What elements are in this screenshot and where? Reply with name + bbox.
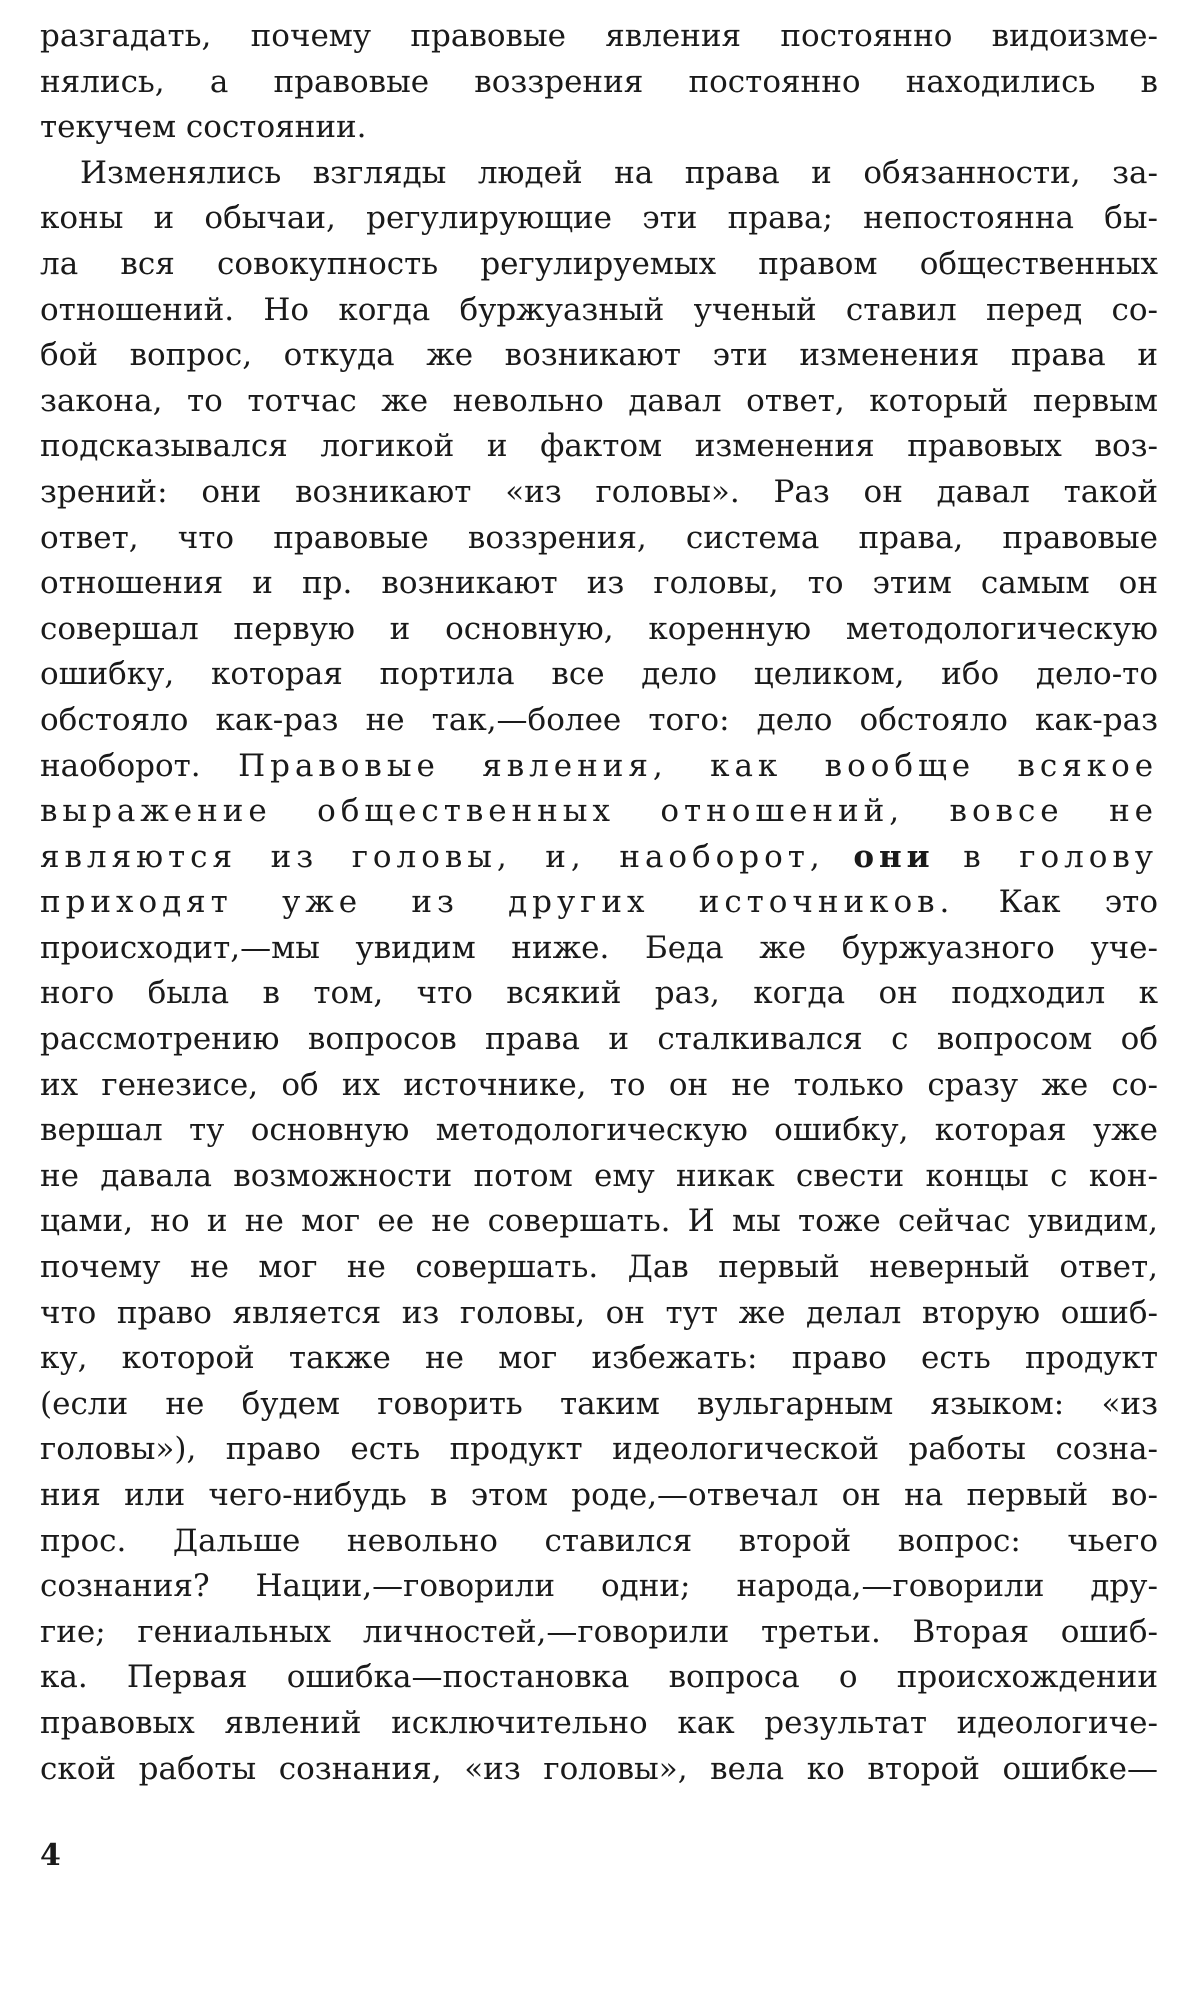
text-segment: Как это [998, 884, 1158, 921]
text-line: подсказывался логикой и фактом изменения правовых воз- [40, 428, 1158, 465]
text-line: совершал первую и основную, коренную методологическую [40, 610, 1158, 647]
text-line: ошибку, которая портила все дело целиком, ибо дело-то [40, 656, 1158, 693]
text-line: почему не мог не совершать. Дав первый неверный ответ, [40, 1249, 1158, 1286]
text-line: правовых явлений исключительно как результат идеологиче- [40, 1704, 1158, 1741]
text-line: зрений: они возникают «из головы». Раз он давал такой [40, 473, 1158, 510]
text-line: ответ, что правовые воззрения, система права, правовые [40, 519, 1158, 556]
text-line [40, 880, 1158, 926]
text-line: гие; гениальных личностей,—говорили третьи. Вторая ошиб- [40, 1613, 1158, 1650]
text-line: отношений. Но когда буржуазный ученый ставил перед со- [40, 291, 1158, 328]
emphasized-line: выражение общественных отношений, вовсе не [40, 793, 1158, 830]
text-line: нялись, а правовые воззрения постоянно находились в [40, 63, 1158, 100]
text-line: головы»), право есть продукт идеологической работы созна- [40, 1431, 1158, 1468]
text-line: сознания? Нации,—говорили одни; народа,—говорили дру- [40, 1568, 1158, 1605]
text-line: (если не будем говорить таким вульгарным языком: «из [40, 1385, 1158, 1422]
text-line: бой вопрос, откуда же возникают эти изменения права и [40, 337, 1158, 374]
text-line: рассмотрению вопросов права и сталкивался с вопросом об [40, 1021, 1158, 1058]
emphasized-bold-text: они [853, 838, 935, 875]
paragraph-2 [40, 151, 1158, 1792]
page-number: 4 [40, 1838, 61, 1873]
emphasized-text: приходят уже из других источников. [40, 884, 955, 921]
text-line: обстояло как-раз не так,—более того: дело обстояло как-раз [40, 701, 1158, 738]
text-line: отношения и пр. возникают из головы, то этим самым он [40, 565, 1158, 602]
text-line: их генезисе, об их источнике, то он не только сразу же со- [40, 1066, 1158, 1103]
text-line: не давала возможности потом ему никак свести концы с кон- [40, 1157, 1158, 1194]
text-line: цами, но и не мог ее не совершать. И мы тоже сейчас увидим, [40, 1203, 1158, 1240]
text-line: что право является из головы, он тут же делал вторую ошиб- [40, 1294, 1158, 1331]
text-line [40, 835, 1158, 881]
text-line: прос. Дальше невольно ставился второй вопрос: чьего [40, 1522, 1158, 1559]
text-line: ской работы сознания, «из головы», вела ко второй ошибке— [40, 1750, 1158, 1787]
text-line: происходит,—мы увидим ниже. Беда же буржуазного уче- [40, 929, 1158, 966]
text-line: коны и обычаи, регулирующие эти права; непостоянна бы- [40, 200, 1158, 237]
text-line: текучем состоянии. [40, 109, 367, 146]
emphasized-text: Правовые явления, как вообще всякое [238, 747, 1158, 784]
text-line: Изменялись взгляды людей на права и обязанности, за- [80, 154, 1158, 191]
text-line: ла вся совокупность регулируемых правом общественных [40, 245, 1158, 282]
text-line: разгадать, почему правовые явления постоянно видоизме- [40, 18, 1158, 54]
text-line: ка. Первая ошибка—постановка вопроса о происхождении [40, 1659, 1158, 1696]
text-line: ного была в том, что всякий раз, когда он подходил к [40, 975, 1158, 1012]
emphasized-text: являются из головы, и, наоборот, [40, 838, 825, 875]
page-text [40, 14, 1158, 1792]
text-segment: наоборот. [40, 747, 201, 784]
paragraph-1 [40, 14, 1158, 151]
text-line: закона, то тотчас же невольно давал ответ, который первым [40, 382, 1158, 419]
emphasized-text: в голову [963, 838, 1158, 875]
text-line: ния или чего-нибудь в этом роде,—отвечал он на первый во- [40, 1477, 1158, 1513]
text-line [40, 744, 1158, 790]
text-line: ку, которой также не мог избежать: право есть продукт [40, 1340, 1158, 1377]
text-line: вершал ту основную методологическую ошибку, которая уже [40, 1112, 1158, 1149]
